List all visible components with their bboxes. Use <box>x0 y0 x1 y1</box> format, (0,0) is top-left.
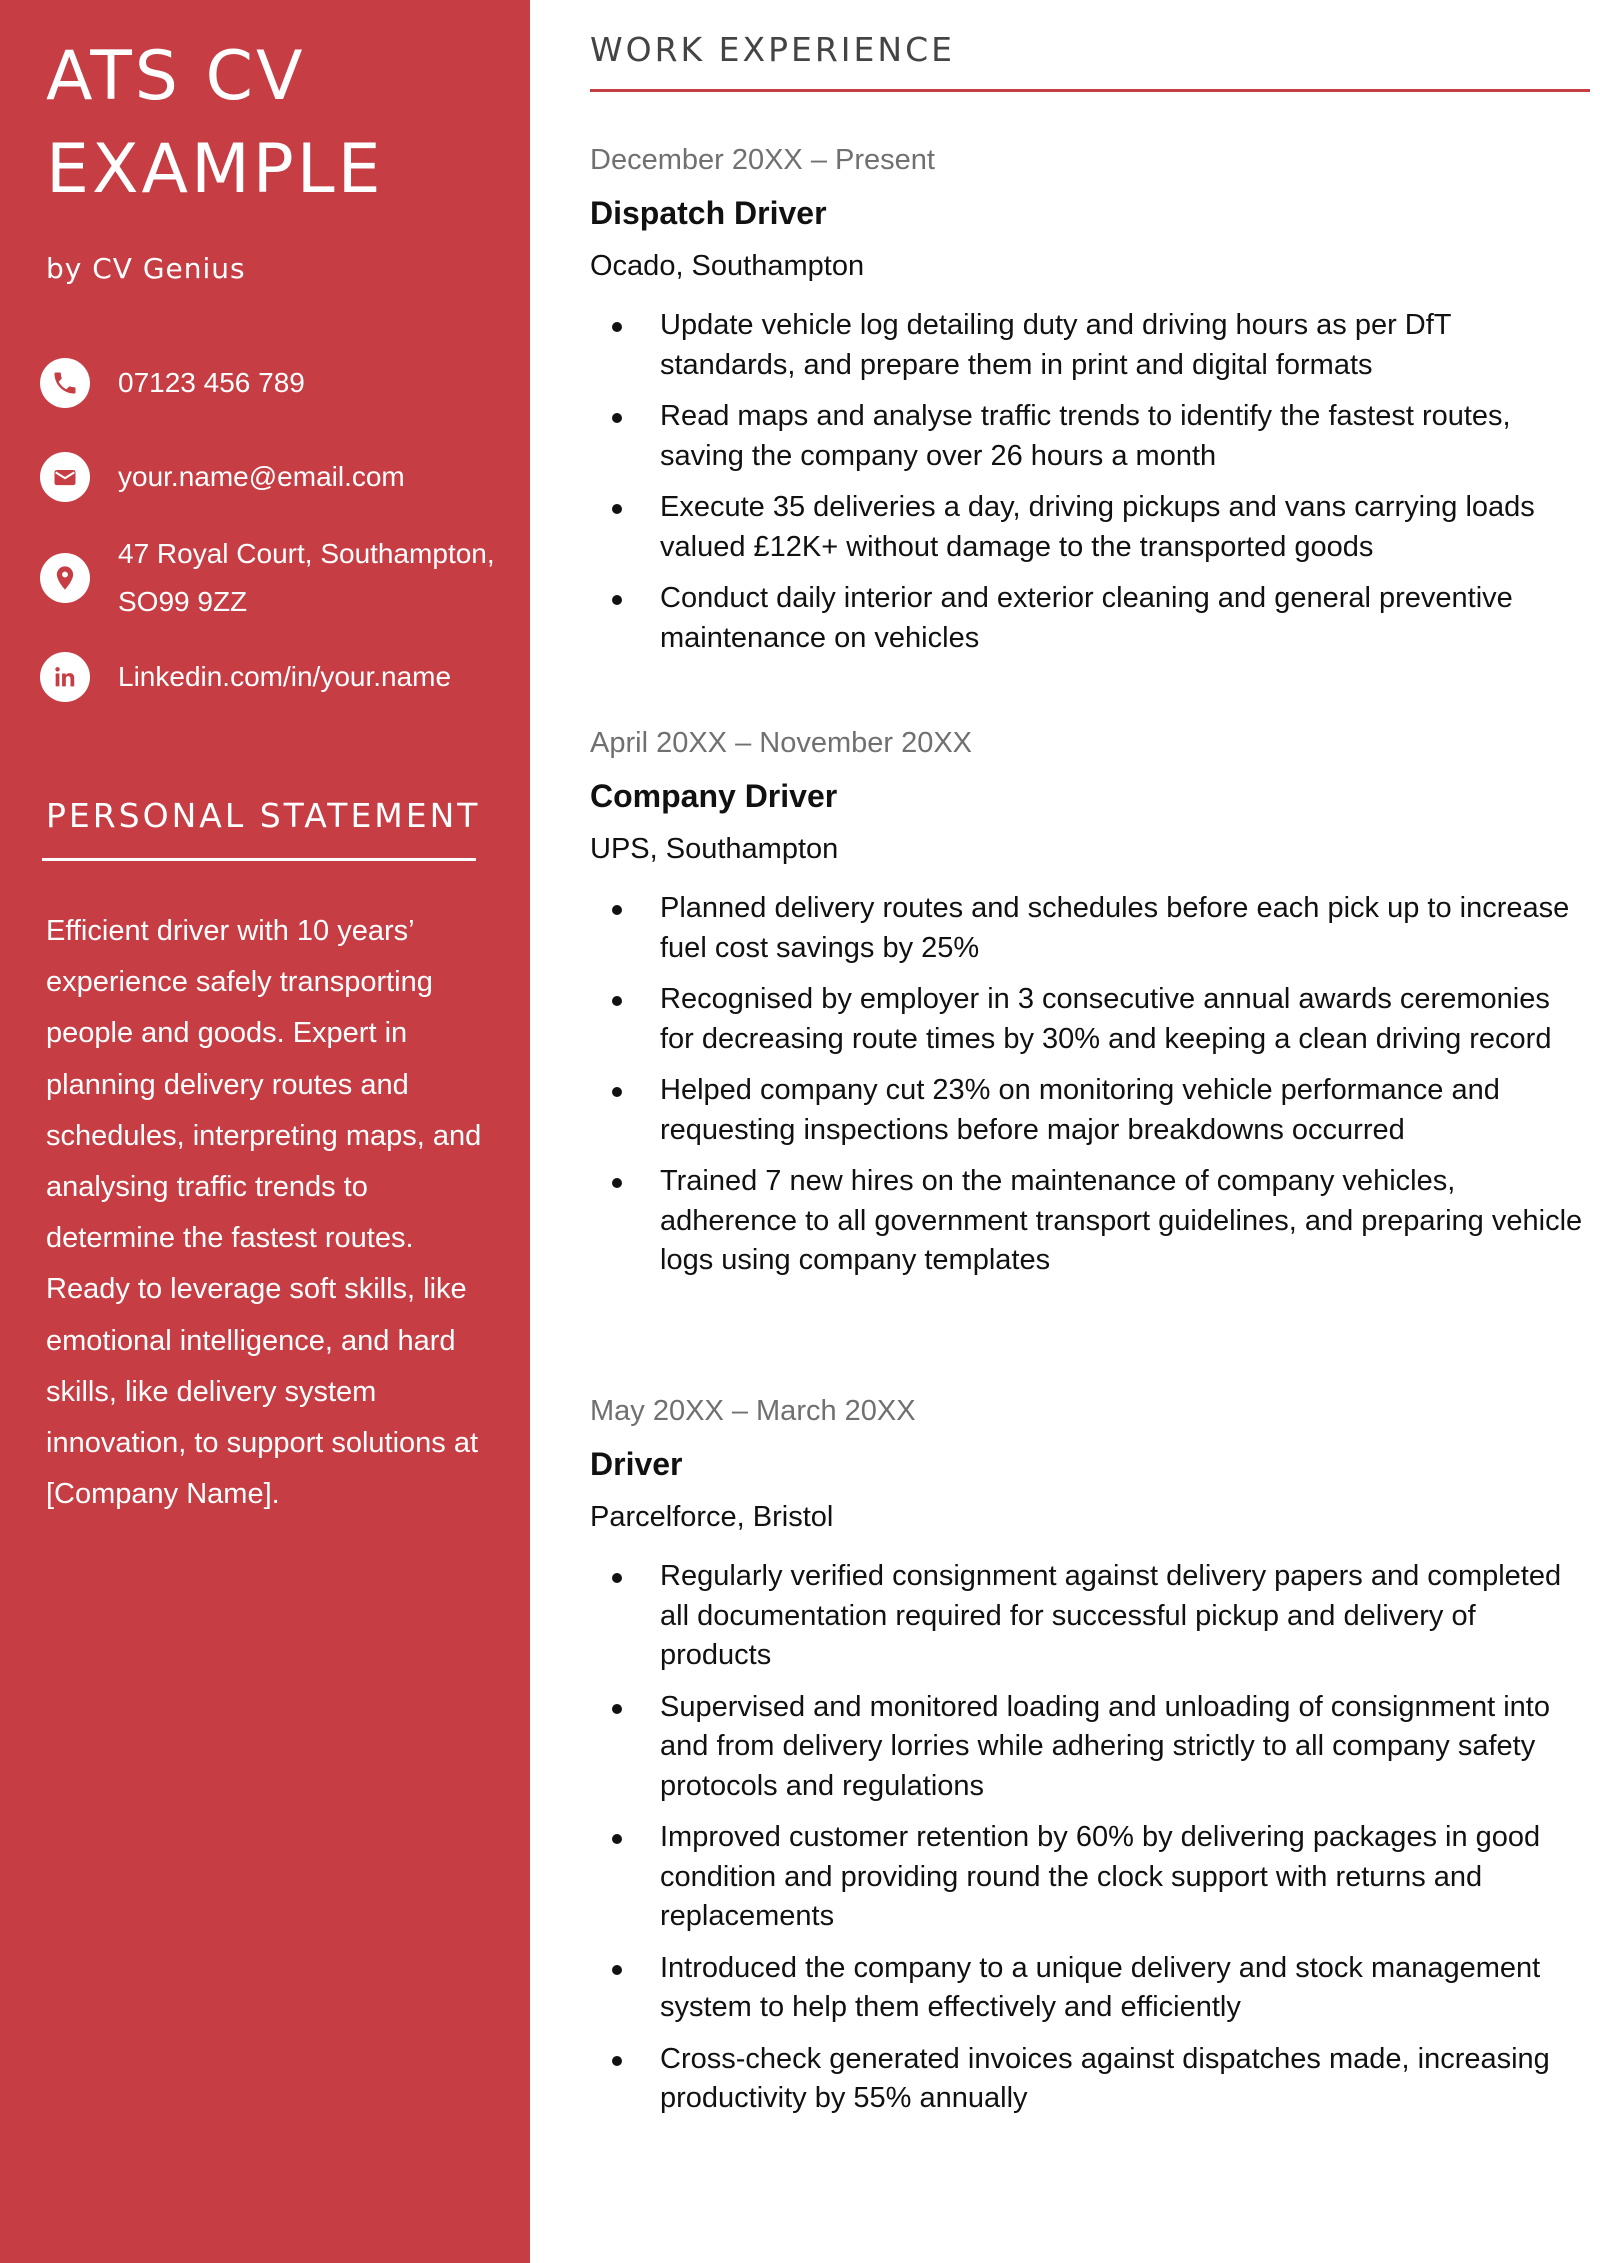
job-company: Ocado, Southampton <box>590 250 865 282</box>
bullet-item: Helped company cut 23% on monitoring vehicle performance and requesting inspections before major breakdowns occurred <box>590 1071 1590 1150</box>
contact-phone <box>40 358 498 408</box>
email-address[interactable]: your.name@email.com <box>118 461 405 492</box>
bullet-item: Introduced the company to a unique delivery and stock management system to help them effectively and efficiently <box>590 1949 1590 2028</box>
linkedin-url[interactable]: Linkedin.com/in/your.name <box>118 661 452 692</box>
job-dates: December 20XX – Present <box>590 144 935 176</box>
bullet-item: Trained 7 new hires on the maintenance of company vehicles, adherence to all government transport guidelines, and preparing vehicle logs using company templates <box>590 1162 1590 1281</box>
personal-statement-heading: PERSONAL STATEMENT <box>46 796 481 835</box>
personal-statement-divider <box>42 858 476 861</box>
postal-address: 47 Royal Court, Southampton, SO99 9ZZ <box>118 538 495 617</box>
bullet-item: Recognised by employer in 3 consecutive annual awards ceremonies for decreasing route times by 30% and keeping a clean driving record <box>590 980 1590 1059</box>
sidebar <box>0 0 530 2263</box>
job-company: Parcelforce, Bristol <box>590 1501 834 1533</box>
phone-icon <box>40 358 90 408</box>
cv-title <box>46 30 506 216</box>
linkedin-icon <box>40 652 90 702</box>
personal-statement-text: Efficient driver with 10 years’ experience safely transporting people and goods. Expert in planning delivery routes and schedules, interpreting maps, and analysing traffic trends to determine the fastest routes. Ready to leverage soft skills, like emotional intelligence, and hard skills, like delivery system innovation, to support solutions at [Company Name]. <box>46 915 482 1511</box>
bullet-item: Update vehicle log detailing duty and driving hours as per DfT standards, and prepare them in print and digital formats <box>590 306 1590 385</box>
bullet-item: Improved customer retention by 60% by delivering packages in good condition and providing round the clock support with returns and replacements <box>590 1818 1590 1937</box>
job-entry-driver <box>590 1391 1590 2131</box>
job-entry-company-driver <box>590 723 1590 1293</box>
work-experience-heading: WORK EXPERIENCE <box>590 30 955 69</box>
job-entry-dispatch-driver <box>590 140 1590 670</box>
job-dates: April 20XX – November 20XX <box>590 727 973 759</box>
cv-title-line2: EXAMPLE <box>46 130 384 209</box>
phone-number[interactable]: 07123 456 789 <box>118 367 305 398</box>
job-company: UPS, Southampton <box>590 833 839 865</box>
email-icon <box>40 452 90 502</box>
bullet-item: Planned delivery routes and schedules before each pick up to increase fuel cost savings by 25% <box>590 889 1590 968</box>
contact-email <box>40 452 498 502</box>
bullet-item: Regularly verified consignment against delivery papers and completed all documentation required for successful pickup and delivery of products <box>590 1557 1590 1676</box>
job-achievements <box>590 306 1590 658</box>
job-title: Dispatch Driver <box>590 195 827 231</box>
job-title: Driver <box>590 1446 683 1482</box>
job-achievements <box>590 1557 1590 2119</box>
bullet-item: Execute 35 deliveries a day, driving pickups and vans carrying loads valued £12K+ without damage to the transported goods <box>590 488 1590 567</box>
contact-linkedin <box>40 652 498 702</box>
bullet-item: Supervised and monitored loading and unloading of consignment into and from delivery lorries while adhering strictly to all company safety protocols and regulations <box>590 1688 1590 1807</box>
job-title: Company Driver <box>590 778 838 814</box>
job-achievements <box>590 889 1590 1281</box>
job-dates: May 20XX – March 20XX <box>590 1395 916 1427</box>
location-pin-icon <box>40 553 90 603</box>
cv-title-line1: ATS CV <box>46 37 306 116</box>
byline: by CV Genius <box>46 252 246 285</box>
work-experience-divider <box>590 89 1590 92</box>
bullet-item: Conduct daily interior and exterior cleaning and general preventive maintenance on vehicles <box>590 579 1590 658</box>
contact-address <box>40 530 498 626</box>
bullet-item: Cross-check generated invoices against dispatches made, increasing productivity by 55% annually <box>590 2040 1590 2119</box>
bullet-item: Read maps and analyse traffic trends to identify the fastest routes, saving the company over 26 hours a month <box>590 397 1590 476</box>
